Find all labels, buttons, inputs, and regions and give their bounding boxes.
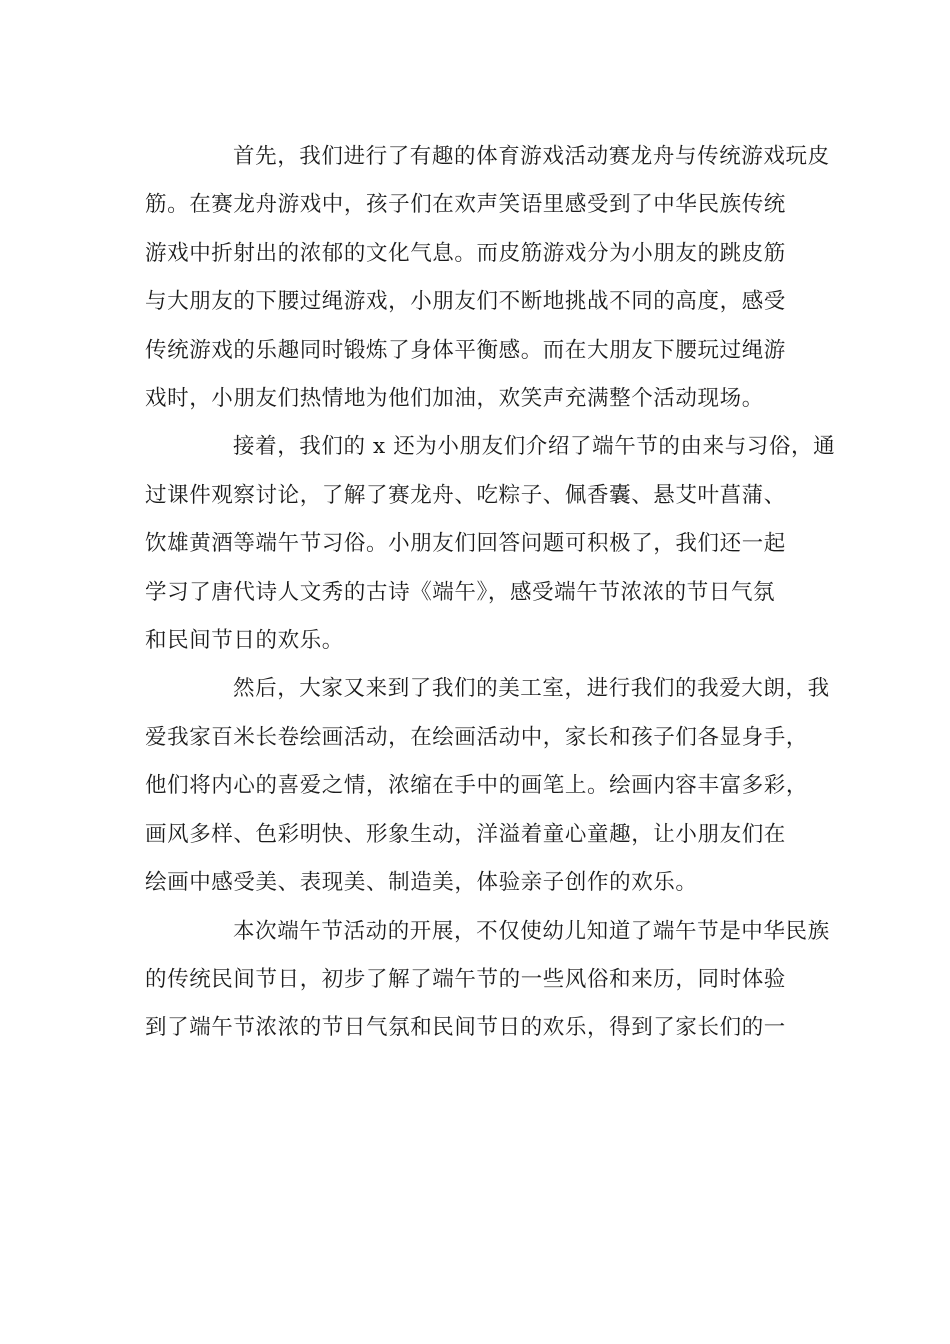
text-line: 戏时，小朋友们热情地为他们加油，欢笑声充满整个活动现场。 bbox=[145, 386, 764, 412]
text-line: 传统游戏的乐趣同时锻炼了身体平衡感。而在大朋友下腰玩过绳游 bbox=[145, 337, 786, 363]
text-line: 与大朋友的下腰过绳游戏，小朋友们不断地挑战不同的高度，感受 bbox=[145, 289, 786, 315]
text-line: 接着，我们的 x 还为小朋友们介绍了端午节的由来与习俗，通 bbox=[233, 434, 836, 460]
text-line: 本次端午节活动的开展，不仅使幼儿知道了端午节是中华民族 bbox=[233, 918, 830, 944]
text-line: 他们将内心的喜爱之情，浓缩在手中的画笔上。绘画内容丰富多彩， bbox=[145, 773, 809, 799]
paragraph-2 bbox=[145, 423, 836, 665]
text-line: 首先，我们进行了有趣的体育游戏活动赛龙舟与传统游戏玩皮 bbox=[233, 144, 830, 169]
text-line: 过课件观察讨论，了解了赛龙舟、吃粽子、佩香囊、悬艾叶菖蒲、 bbox=[145, 482, 786, 508]
paragraph-3 bbox=[145, 665, 830, 907]
text-line: 饮雄黄酒等端午节习俗。小朋友们回答问题可积极了，我们还一起 bbox=[145, 531, 786, 557]
text-line: 学习了唐代诗人文秀的古诗《端午》，感受端午节浓浓的节日气氛 bbox=[145, 579, 776, 605]
text-line: 和民间节日的欢乐。 bbox=[145, 628, 344, 654]
text-line: 的传统民间节日，初步了解了端午节的一些风俗和来历，同时体验 bbox=[145, 966, 786, 992]
text-line: 到了端午节浓浓的节日气氛和民间节日的欢乐，得到了家长们的一 bbox=[145, 1015, 786, 1041]
text-line: 画风多样、色彩明快、形象生动，洋溢着童心童趣，让小朋友们在 bbox=[145, 821, 786, 847]
document-body bbox=[145, 133, 836, 1053]
text-line: 绘画中感受美、表现美、制造美，体验亲子创作的欢乐。 bbox=[145, 870, 698, 896]
text-line: 筋。在赛龙舟游戏中，孩子们在欢声笑语里感受到了中华民族传统 bbox=[145, 192, 786, 218]
paragraph-1 bbox=[145, 133, 830, 423]
text-line: 然后，大家又来到了我们的美工室，进行我们的我爱大朗，我 bbox=[233, 676, 830, 702]
text-line: 游戏中折射出的浓郁的文化气息。而皮筋游戏分为小朋友的跳皮筋 bbox=[145, 240, 786, 266]
paragraph-4 bbox=[145, 908, 830, 1053]
text-line: 爱我家百米长卷绘画活动，在绘画活动中，家长和孩子们各显身手， bbox=[145, 724, 809, 750]
